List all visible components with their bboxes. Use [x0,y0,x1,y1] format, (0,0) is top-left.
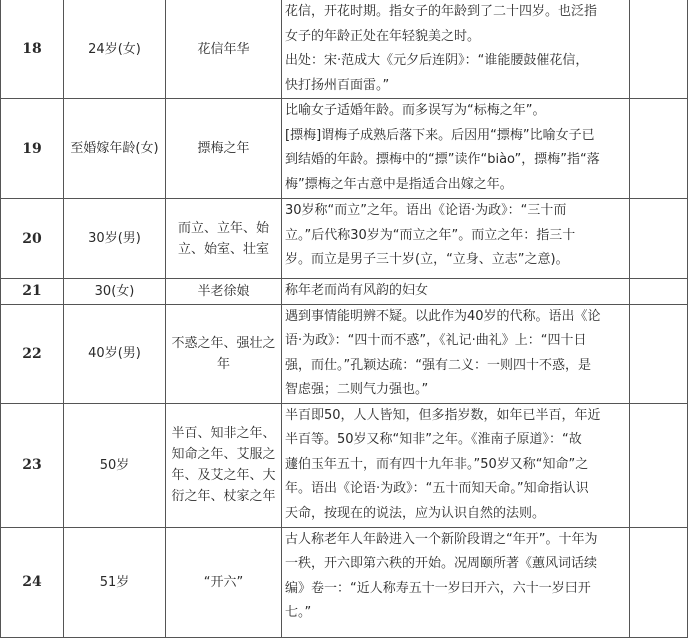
term-line: 衍之年、杖家之年 [171,489,276,504]
age-cell: 至婚嫁年龄(女) [64,99,166,199]
description-cell [282,304,630,403]
description-line: 遇到事情能明辨不疑。以此作为40岁的代称。语出《论 [285,308,601,324]
table-row [1,527,688,637]
empty-cell [630,0,688,99]
description-line: 强，而仕。”孔颖达疏：“强有二义：一则四十不惑，是 [285,357,591,373]
description-line: 天命，按现在的说法，应为认识自然的法则。 [285,505,546,521]
table-body [1,0,688,637]
description-line: 快打扬州百面雷。” [285,77,390,93]
description-line: 比喻女子适婚年龄。而多误写为“标梅之年”。 [285,103,546,118]
description-line: 智虑强；二则气力强也。” [285,382,429,397]
description-cell [282,527,630,637]
description-line: 蘧伯玉年五十，而有四十九年非。”50岁又称“知命”之 [285,456,589,472]
term-line: “开六” [203,574,244,590]
term-cell [166,403,282,527]
row-number: 20 [1,199,64,279]
empty-cell [630,527,688,637]
empty-cell [630,279,688,305]
description-line: 年。语出《论语·为政》：“五十而知天命。”知命指认识 [285,481,589,496]
row-number: 22 [1,304,64,403]
description-cell [282,403,630,527]
term-line: 年、及艾之年、大 [171,468,276,483]
table-row [1,279,688,305]
row-number: 24 [1,527,64,637]
age-cell: 30(女) [64,279,166,305]
description-line: 称年老而尚有风韵的妇女 [285,283,429,298]
term-line: 年 [216,356,230,372]
description-cell [282,199,630,279]
row-number: 19 [1,99,64,199]
term-line: 摽梅之年 [197,141,250,156]
table-row [1,99,688,199]
description-line: 语·为政》：“四十而不惑”，《礼记·曲礼》上：“四十日 [285,333,587,348]
table-row [1,0,688,99]
age-cell: 51岁 [64,527,166,637]
table-row [1,304,688,403]
term-cell [166,527,282,637]
description-line: 女子的年龄正处在年轻貌美之时。 [285,28,481,44]
description-line: 古人称老年人年龄进入一个新阶段谓之“年开”。十年为 [285,531,598,547]
age-cell: 30岁(男) [64,199,166,279]
description-line: 出处：宋·范成大《元夕后连阴》：“谁能腰鼓催花信， [285,53,589,68]
term-cell [166,99,282,199]
description-line: 岁。而立是男子三十岁(立，“立身、立志”之意)。 [285,252,569,267]
description-line: 30岁称“而立”之年。语出《论语·为政》：“三十而 [285,203,567,218]
empty-cell [630,304,688,403]
row-number: 18 [1,0,64,99]
description-line: 花信，开花时期。指女子的年龄到了二十四岁。也泛指 [285,4,598,19]
term-line: 半老徐娘 [197,283,250,299]
description-line: 编》卷一：“近人称寿五十一岁曰开六，六十一岁曰开 [285,580,591,596]
row-number: 21 [1,279,64,305]
description-line: 七。” [285,605,312,620]
age-cell: 40岁(男) [64,304,166,403]
description-cell [282,0,630,99]
description-line: 梅”摽梅之年古意中是指适合出嫁之年。 [285,176,513,192]
term-line: 不惑之年、强壮之 [171,335,276,351]
age-cell: 24岁(女) [64,0,166,99]
description-cell [282,279,630,305]
table-row [1,403,688,527]
term-cell [166,304,282,403]
empty-cell [630,199,688,279]
term-line: 花信年华 [197,41,250,57]
term-cell [166,0,282,99]
description-line: 到结婚的年龄。摽梅中的“摽”读作“biào”，摽梅”指“落 [285,152,600,167]
term-cell [166,279,282,305]
table-row [1,199,688,279]
term-line: 半百、知非之年、 [171,426,276,441]
description-line: 立。”后代称30岁为“而立之年”。而立之年：指三十 [285,227,576,243]
description-line: [摽梅]谓梅子成熟后落下来。后因用“摽梅”比喻女子已 [285,127,595,143]
empty-cell [630,403,688,527]
term-line: 立、始室、壮室 [177,241,269,257]
description-cell [282,99,630,199]
term-line: 知命之年、艾服之 [171,447,276,462]
age-cell: 50岁 [64,403,166,527]
description-line: 一秩，开六即第六秩的开始。况周颐所著《蕙风词话续 [285,556,598,571]
term-cell [166,199,282,279]
description-line: 半百等。50岁又称“知非”之年。《淮南子原道》：“故 [285,432,582,447]
description-line: 半百即50，人人皆知，但多指岁数，如年已半百，年近 [285,407,601,423]
empty-cell [630,99,688,199]
row-number: 23 [1,403,64,527]
term-line: 而立、立年、始 [177,220,269,236]
